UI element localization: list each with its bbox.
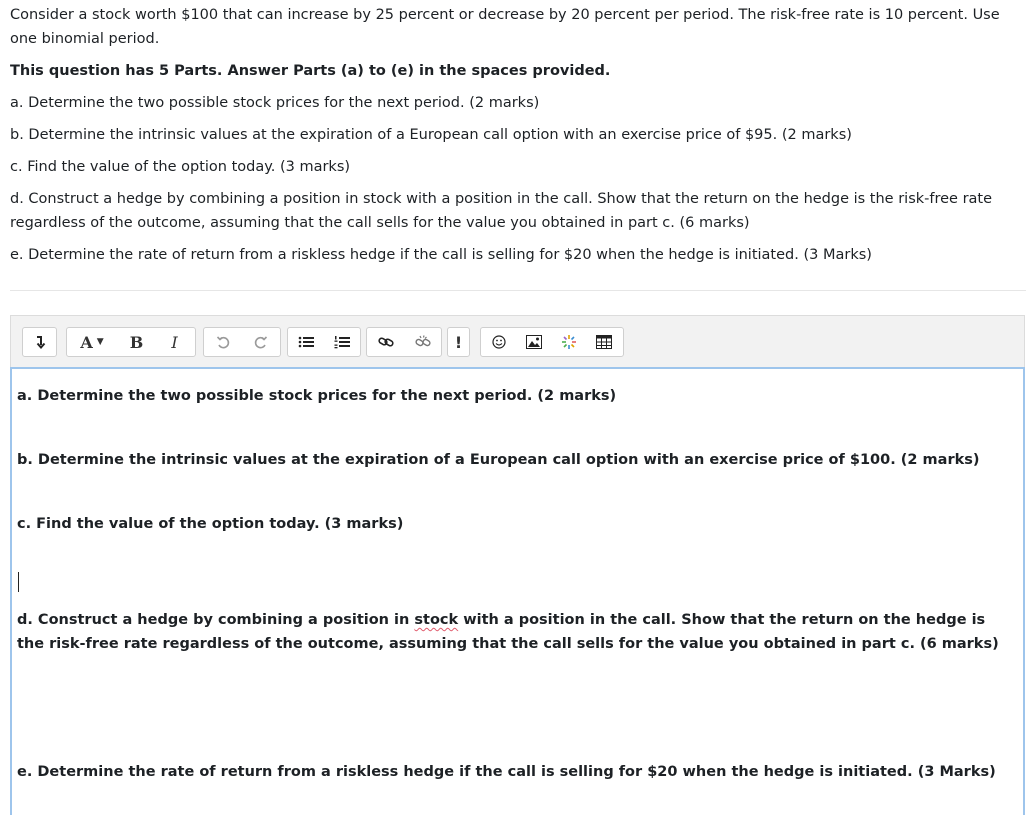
numbered-list-button[interactable] xyxy=(324,328,360,356)
toolbar-group-history xyxy=(203,327,281,357)
emoji-icon xyxy=(492,335,506,349)
undo-button[interactable] xyxy=(204,328,242,356)
font-color-button[interactable] xyxy=(67,328,117,356)
answer-part-a: a. Determine the two possible stock prices for the next period. (2 marks) xyxy=(17,388,617,404)
undo-icon xyxy=(216,335,230,349)
media-icon xyxy=(561,334,577,350)
question-part-c: c. Find the value of the option today. (3 marks) xyxy=(10,159,351,175)
unlink-button[interactable] xyxy=(404,328,441,356)
toolbar-group-style xyxy=(66,327,196,357)
unlink-icon xyxy=(415,335,431,349)
table-button[interactable] xyxy=(586,328,621,356)
link-icon xyxy=(378,335,394,349)
font-color-icon: A xyxy=(80,332,93,352)
media-button[interactable] xyxy=(551,328,586,356)
redo-button[interactable] xyxy=(242,328,280,356)
toolbar-group-special xyxy=(447,327,470,357)
numbered-list-icon xyxy=(334,335,350,349)
image-button[interactable] xyxy=(516,328,551,356)
redo-icon xyxy=(254,335,268,349)
toolbar-group-links xyxy=(366,327,442,357)
question-part-b: b. Determine the intrinsic values at the expiration of a European call option with an exercise price of $95. (2 marks) xyxy=(10,127,852,143)
editor-toolbar xyxy=(10,315,1025,367)
answer-part-d-rest: with a position in the call. Show that the return on the hedge is the risk-free rate regardless of the outcome, assuming that the call sells for the value you obtained in part c. (6 marks) xyxy=(17,612,999,652)
question-part-d: d. Construct a hedge by combining a position in stock with a position in the call. Show that the return on the hedge is the risk-free rate regardless of the outcome, assuming that the call sells for the value you obtained in part c. (6 marks) xyxy=(10,191,993,231)
divider xyxy=(10,290,1026,291)
exclamation-button[interactable] xyxy=(448,328,469,356)
question-part-e: e. Determine the rate of return from a riskless hedge if the call is selling for $20 when the hedge is initiated. (3 Marks) xyxy=(10,247,872,263)
text-cursor xyxy=(18,572,19,592)
question-instruction: This question has 5 Parts. Answer Parts (a) to (e) in the spaces provided. xyxy=(10,63,611,79)
caret-down-icon: ▼ xyxy=(96,337,104,347)
collapse-icon xyxy=(34,335,46,349)
question-part-a: a. Determine the two possible stock prices for the next period. (2 marks) xyxy=(10,95,540,111)
bullet-list-button[interactable] xyxy=(288,328,324,356)
misspelled-word[interactable]: stock xyxy=(414,612,459,628)
answer-part-e: e. Determine the rate of return from a riskless hedge if the call is selling for $20 when the hedge is initiated. (3 Marks) xyxy=(17,764,996,780)
italic-button[interactable]: I xyxy=(171,332,178,352)
collapse-button[interactable] xyxy=(23,328,56,356)
answer-part-c: c. Find the value of the option today. (3 marks) xyxy=(17,516,404,532)
link-button[interactable] xyxy=(367,328,404,356)
bold-button[interactable]: B xyxy=(129,332,144,352)
emoji-button[interactable] xyxy=(481,328,516,356)
exclamation-icon: ! xyxy=(454,332,463,352)
toolbar-group-lists xyxy=(287,327,361,357)
editor-content[interactable] xyxy=(10,367,1025,815)
question-intro: Consider a stock worth $100 that can increase by 25 percent or decrease by 20 percent per period. The risk-free rate is 10 percent. Use one binomial period. xyxy=(10,7,1000,47)
bullet-list-icon xyxy=(298,335,314,349)
image-icon xyxy=(526,335,542,349)
table-icon xyxy=(596,335,612,349)
answer-part-d xyxy=(17,608,1017,656)
answer-part-d-start: d. Construct a hedge by combining a position in xyxy=(17,612,415,628)
toolbar-group-insert xyxy=(480,327,624,357)
answer-part-b: b. Determine the intrinsic values at the expiration of a European call option with an exercise price of $100. (2 marks) xyxy=(17,452,980,468)
answer-editor xyxy=(10,315,1025,815)
toolbar-group-collapse xyxy=(22,327,57,357)
